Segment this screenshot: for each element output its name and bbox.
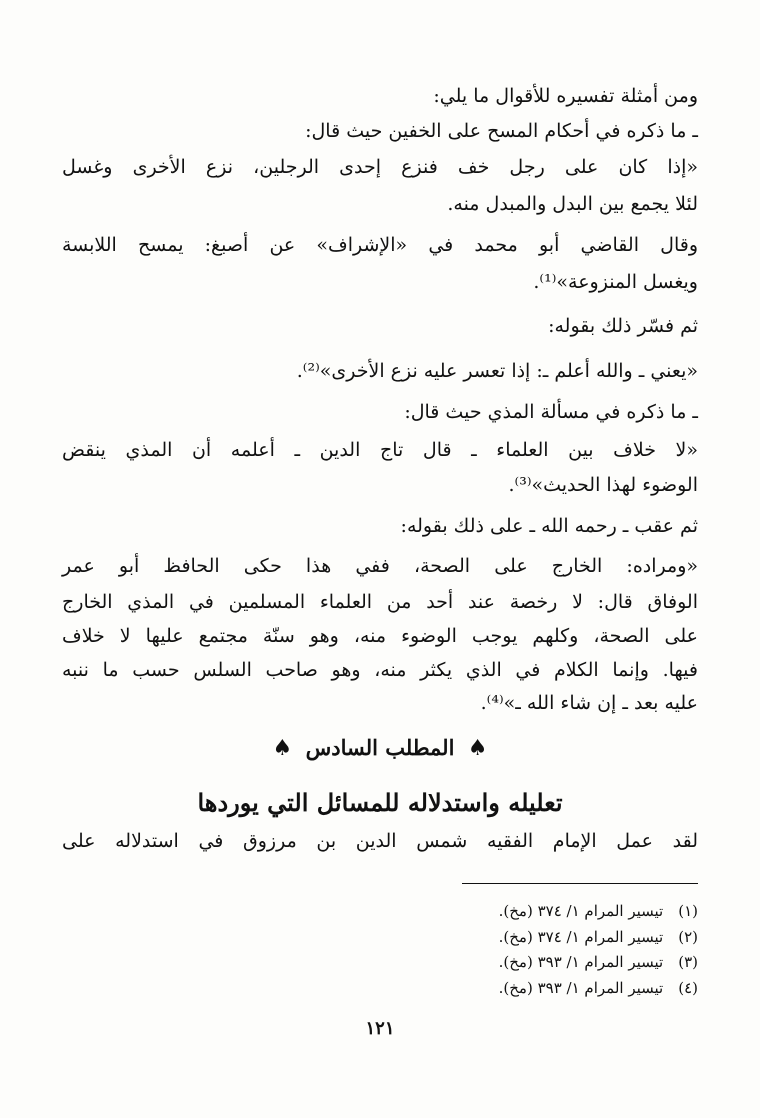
body-line-2: ـ ما ذكره في أحكام المسح على الخفين حيث قال: bbox=[305, 120, 698, 142]
body-line-7: ثم فسّر ذلك بقوله: bbox=[548, 315, 698, 337]
footnote-number: (١) bbox=[678, 902, 698, 920]
footnote-text: تيسير المرام ١/ ٣٧٤ (مخ). bbox=[498, 928, 664, 946]
footnote-text: تيسير المرام ١/ ٣٩٣ (مخ). bbox=[498, 979, 664, 997]
footnote-text: تيسير المرام ١/ ٣٧٤ (مخ). bbox=[498, 902, 664, 920]
tree-ornament-icon: ♠ bbox=[272, 735, 293, 761]
body-line-4: لئلا يجمع بين البدل والمبدل منه. bbox=[447, 193, 698, 215]
body-line-5: وقال القاضي أبو محمد في «الإشراف» عن أصبغ: يمسح اللابسة bbox=[62, 234, 698, 256]
section-label-text: المطلب السادس bbox=[305, 735, 455, 760]
body-line-9: ـ ما ذكره في مسألة المذي حيث قال: bbox=[404, 401, 698, 423]
section-title: تعليله واستدلاله للمسائل التي يوردها bbox=[197, 788, 563, 817]
body-line-11: الوضوء لهذا الحديث»⁽³⁾. bbox=[508, 474, 698, 496]
footnote-number: (٤) bbox=[678, 979, 698, 997]
body-line-10: «لا خلاف بين العلماء ـ قال تاج الدين ـ أعلمه أن المذي ينقض bbox=[62, 439, 698, 461]
footnote-1 bbox=[499, 900, 698, 922]
body-line-3: «إذا كان على رجل خف فنزع إحدى الرجلين، نزع الأخرى وغسل bbox=[62, 156, 698, 178]
body-line-15: على الصحة، وكلهم يوجب الوضوء منه، وهو سنّة مجتمع عليها لا خلاف bbox=[62, 625, 698, 647]
footnote-number: (٣) bbox=[678, 953, 698, 971]
body-line-13: «ومراده: الخارج على الصحة، ففي هذا حكى الحافظ أبو عمر bbox=[62, 555, 698, 577]
footnote-4 bbox=[499, 977, 698, 999]
body-line-16: فيها. وإنما الكلام في الذي يكثر منه، وهو صاحب السلس حسب ما ننبه bbox=[62, 659, 698, 681]
page-number: ١٢١ bbox=[365, 1018, 395, 1039]
section-intro: لقد عمل الإمام الفقيه شمس الدين بن مرزوق في استدلاله على bbox=[62, 830, 698, 852]
footnote-number: (٢) bbox=[678, 928, 698, 946]
footnote-2 bbox=[499, 926, 698, 948]
tree-ornament-icon: ♠ bbox=[467, 735, 488, 761]
body-line-12: ثم عقب ـ رحمه الله ـ على ذلك بقوله: bbox=[400, 515, 698, 537]
footnote-text: تيسير المرام ١/ ٣٩٣ (مخ). bbox=[498, 953, 664, 971]
body-line-6: ويغسل المنزوعة»⁽¹⁾. bbox=[533, 271, 698, 293]
body-line-1: ومن أمثلة تفسيره للأقوال ما يلي: bbox=[433, 85, 698, 107]
body-line-8: «يعني ـ والله أعلم ـ: إذا تعسر عليه نزع الأخرى»⁽²⁾. bbox=[296, 360, 698, 382]
footnote-3 bbox=[499, 951, 698, 973]
body-line-14: الوفاق قال: لا رخصة عند أحد من العلماء المسلمين في المذي الخارج bbox=[62, 591, 698, 613]
footnote-divider bbox=[462, 883, 698, 884]
body-line-17: عليه بعد ـ إن شاء الله ـ»⁽⁴⁾. bbox=[480, 692, 698, 714]
section-label bbox=[0, 733, 760, 763]
